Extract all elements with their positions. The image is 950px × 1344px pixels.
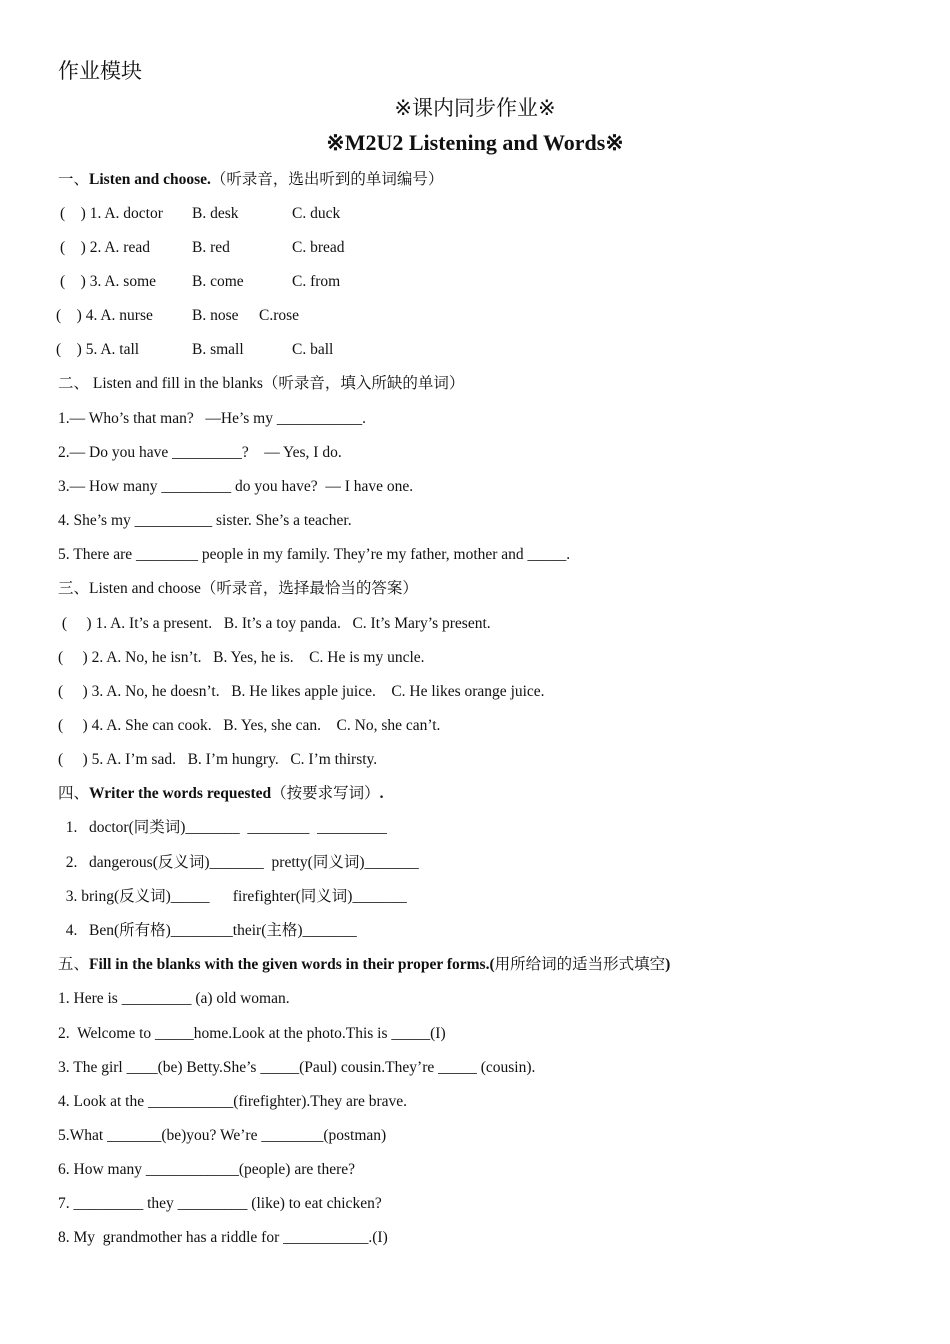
section-1-heading: 一、Listen and choose.（听录音，选出听到的单词编号） bbox=[58, 171, 444, 188]
question-row: ( ) 5. A. tall B. small C. ball bbox=[56, 341, 334, 358]
question-row: 4. Look at the ___________(firefighter).They are brave. bbox=[58, 1093, 408, 1110]
module-label: 作业模块 bbox=[58, 59, 142, 83]
worksheet-title: ※课内同步作业※ bbox=[394, 96, 556, 120]
question-row: 7. _________ they _________ (like) to eat chicken? bbox=[58, 1195, 382, 1212]
section-4-heading: 四、Writer the words requested（按要求写词）. bbox=[58, 785, 384, 802]
question-row: ( ) 5. A. I’m sad. B. I’m hungry. C. I’m thirsty. bbox=[58, 751, 378, 768]
question-row: 1. doctor(同类词)_______ ________ _________ bbox=[58, 819, 387, 836]
question-row: 5. There are ________ people in my family. They’re my father, mother and _____. bbox=[58, 546, 571, 563]
question-row: ( ) 3. A. some B. come C. from bbox=[60, 273, 341, 290]
section-3-heading: 三、Listen and choose（听录音，选择最恰当的答案） bbox=[58, 580, 418, 597]
question-row: ( ) 4. A. nurse B. nose C.rose bbox=[56, 307, 300, 324]
question-row: 2.— Do you have _________? — Yes, I do. bbox=[58, 444, 342, 461]
question-row: 1.— Who’s that man? —He’s my ___________. bbox=[58, 410, 366, 427]
question-row: 3. The girl ____(be) Betty.She’s _____(Paul) cousin.They’re _____ (cousin). bbox=[58, 1059, 536, 1076]
question-row: 2. dangerous(反义词)_______ pretty(同义词)_______ bbox=[58, 854, 419, 871]
question-row: 8. My grandmother has a riddle for ___________.(I) bbox=[58, 1229, 388, 1246]
question-row: 2. Welcome to _____home.Look at the photo.This is _____(I) bbox=[58, 1025, 446, 1042]
question-row: 5.What _______(be)you? We’re ________(postman) bbox=[58, 1127, 387, 1144]
section-2-heading: 二、 Listen and fill in the blanks（听录音，填入所缺的单词） bbox=[58, 375, 465, 392]
lesson-title: ※M2U2 Listening and Words※ bbox=[326, 130, 624, 155]
question-row: 1. Here is _________ (a) old woman. bbox=[58, 990, 290, 1007]
question-row: ( ) 2. A. No, he isn’t. B. Yes, he is. C. He is my uncle. bbox=[58, 649, 425, 666]
question-row: 3. bring(反义词)_____ firefighter(同义词)_______ bbox=[58, 888, 407, 905]
question-row: ( ) 1. A. It’s a present. B. It’s a toy panda. C. It’s Mary’s present. bbox=[58, 615, 491, 632]
question-row: 4. She’s my __________ sister. She’s a teacher. bbox=[58, 512, 352, 529]
question-row: ( ) 3. A. No, he doesn’t. B. He likes apple juice. C. He likes orange juice. bbox=[58, 683, 545, 700]
question-row: ( ) 2. A. read B. red C. bread bbox=[60, 239, 345, 256]
question-row: 6. How many ____________(people) are there? bbox=[58, 1161, 355, 1178]
question-row: ( ) 4. A. She can cook. B. Yes, she can. C. No, she can’t. bbox=[58, 717, 441, 734]
section-5-heading: 五、Fill in the blanks with the given words in their proper forms.(用所给词的适当形式填空) bbox=[58, 956, 671, 973]
question-row: 3.— How many _________ do you have? — I have one. bbox=[58, 478, 414, 495]
question-row: 4. Ben(所有格)________their(主格)_______ bbox=[58, 922, 357, 939]
question-row: ( ) 1. A. doctor B. desk C. duck bbox=[60, 205, 341, 222]
